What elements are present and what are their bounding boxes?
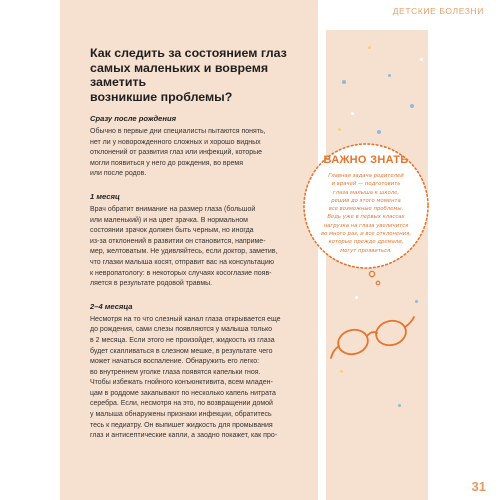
text-line: может начаться воспаление. Обнаружить его легко:	[90, 358, 260, 366]
decorative-dot	[398, 404, 401, 407]
callout-line: которые прежде дремали,	[328, 239, 404, 246]
decorative-dot	[420, 58, 423, 61]
decorative-dot	[340, 370, 343, 373]
page-number: 31	[471, 479, 486, 494]
callout-bubble	[300, 138, 432, 288]
callout-line: решив до этого момента	[331, 197, 401, 204]
text-line: будет скапливаться в слезном мешке, в результате чего	[90, 347, 273, 355]
callout-line: и врачей — подготовить	[331, 181, 401, 188]
text-line: ляется в результате родовой травмы.	[90, 280, 213, 288]
heading-line: возникшие проблемы?	[90, 89, 233, 104]
callout-line: глаза малыша к школе,	[332, 189, 400, 196]
decorative-dot	[377, 130, 381, 134]
text-line: или после родов.	[90, 170, 147, 178]
text-line: тесь к педиатру. Он выпишет жидкость для промывания	[90, 421, 273, 429]
section-title: Сразу после рождения	[90, 114, 177, 123]
decorative-dot	[342, 80, 346, 84]
text-line: Врач обратит внимание на размер глаза (большой	[90, 205, 256, 213]
text-line: Несмотря на то что слезный канал глаза открывается еще	[90, 315, 281, 323]
text-line: нет ли у новорожденного сложных и хорошо видных	[90, 138, 261, 146]
section-paragraph	[90, 127, 305, 180]
text-line: состоянии зрачок должен быть черным, но иногда	[90, 227, 254, 235]
eyeglasses-icon	[328, 312, 418, 364]
decorative-dot	[368, 46, 371, 49]
text-line: Обычно в первые дни специалисты пытаются понять,	[90, 128, 266, 135]
decorative-dot	[355, 296, 358, 299]
callout-line: во много раз, и все отклонения,	[321, 231, 411, 238]
running-head: ДЕТСКИЕ БОЛЕЗНИ	[392, 6, 484, 16]
section-title: 2–4 месяца	[90, 301, 133, 311]
callout-line: Ведь уже в первых классах	[327, 214, 405, 221]
text-line: до рождения, сами слезы появляются у малыша только	[90, 326, 273, 334]
section-title: 1 месяц	[90, 191, 120, 201]
decorative-dot	[351, 112, 354, 115]
text-line: к невропатологу: в некоторых случаях косоглазие появ-	[90, 269, 272, 277]
section-paragraph	[90, 205, 305, 290]
callout-line: Главная задача родителей	[328, 173, 404, 179]
text-line: у малыша обнаружены признаки инфекции, обратитесь	[90, 411, 272, 419]
callout-text	[314, 172, 418, 255]
text-line: цам в роддоме закапывают по несколько капель нитрата	[90, 389, 276, 397]
callout-line: все возможные проблемы.	[328, 206, 404, 213]
section-paragraph	[90, 315, 305, 442]
text-line: мер, желтоватым. Не удивляйтесь, если доктор, заметив,	[90, 248, 278, 256]
article	[90, 46, 305, 442]
text-line: глаз и антисептические капли, а заодно покажет, как про-	[90, 432, 278, 440]
heading-line: Как следить за состоянием глаз	[90, 46, 287, 60]
callout-line: могут проявиться.	[340, 247, 392, 254]
text-line: в 2 месяца. Если этого не произойдет, жидкость из глаза	[90, 336, 275, 344]
text-line: что глазки малыша косят, отправит вас на консультацию	[90, 258, 275, 266]
callout-line: нагрузка на глаза увеличится	[323, 222, 409, 229]
decorative-dot	[410, 104, 414, 108]
text-line: во внутреннем уголке глаза появятся капельки гноя.	[90, 368, 261, 376]
callout-title: ВАЖНО ЗНАТЬ	[323, 154, 409, 166]
decorative-dot	[338, 128, 341, 131]
decorative-dot	[388, 74, 391, 77]
decorative-dot	[415, 300, 418, 303]
text-line: могли появиться у него до рождения, во время	[90, 159, 244, 167]
text-line: серебра. Если, несмотря на это, по возвращении домой	[90, 400, 273, 408]
text-line: Чтобы избежать гнойного конъюнктивита, всем младен-	[90, 379, 273, 387]
text-line: отклонений от развития глаз или инфекций, которые	[90, 149, 263, 157]
article-heading	[90, 46, 305, 104]
text-line: из-за отклонений в развитии он становится, наприме-	[90, 237, 266, 245]
heading-line: самых маленьких и вовремя заметить	[90, 60, 269, 89]
text-line: или маленький) и на цвет зрачка. В нормальном	[90, 216, 248, 224]
